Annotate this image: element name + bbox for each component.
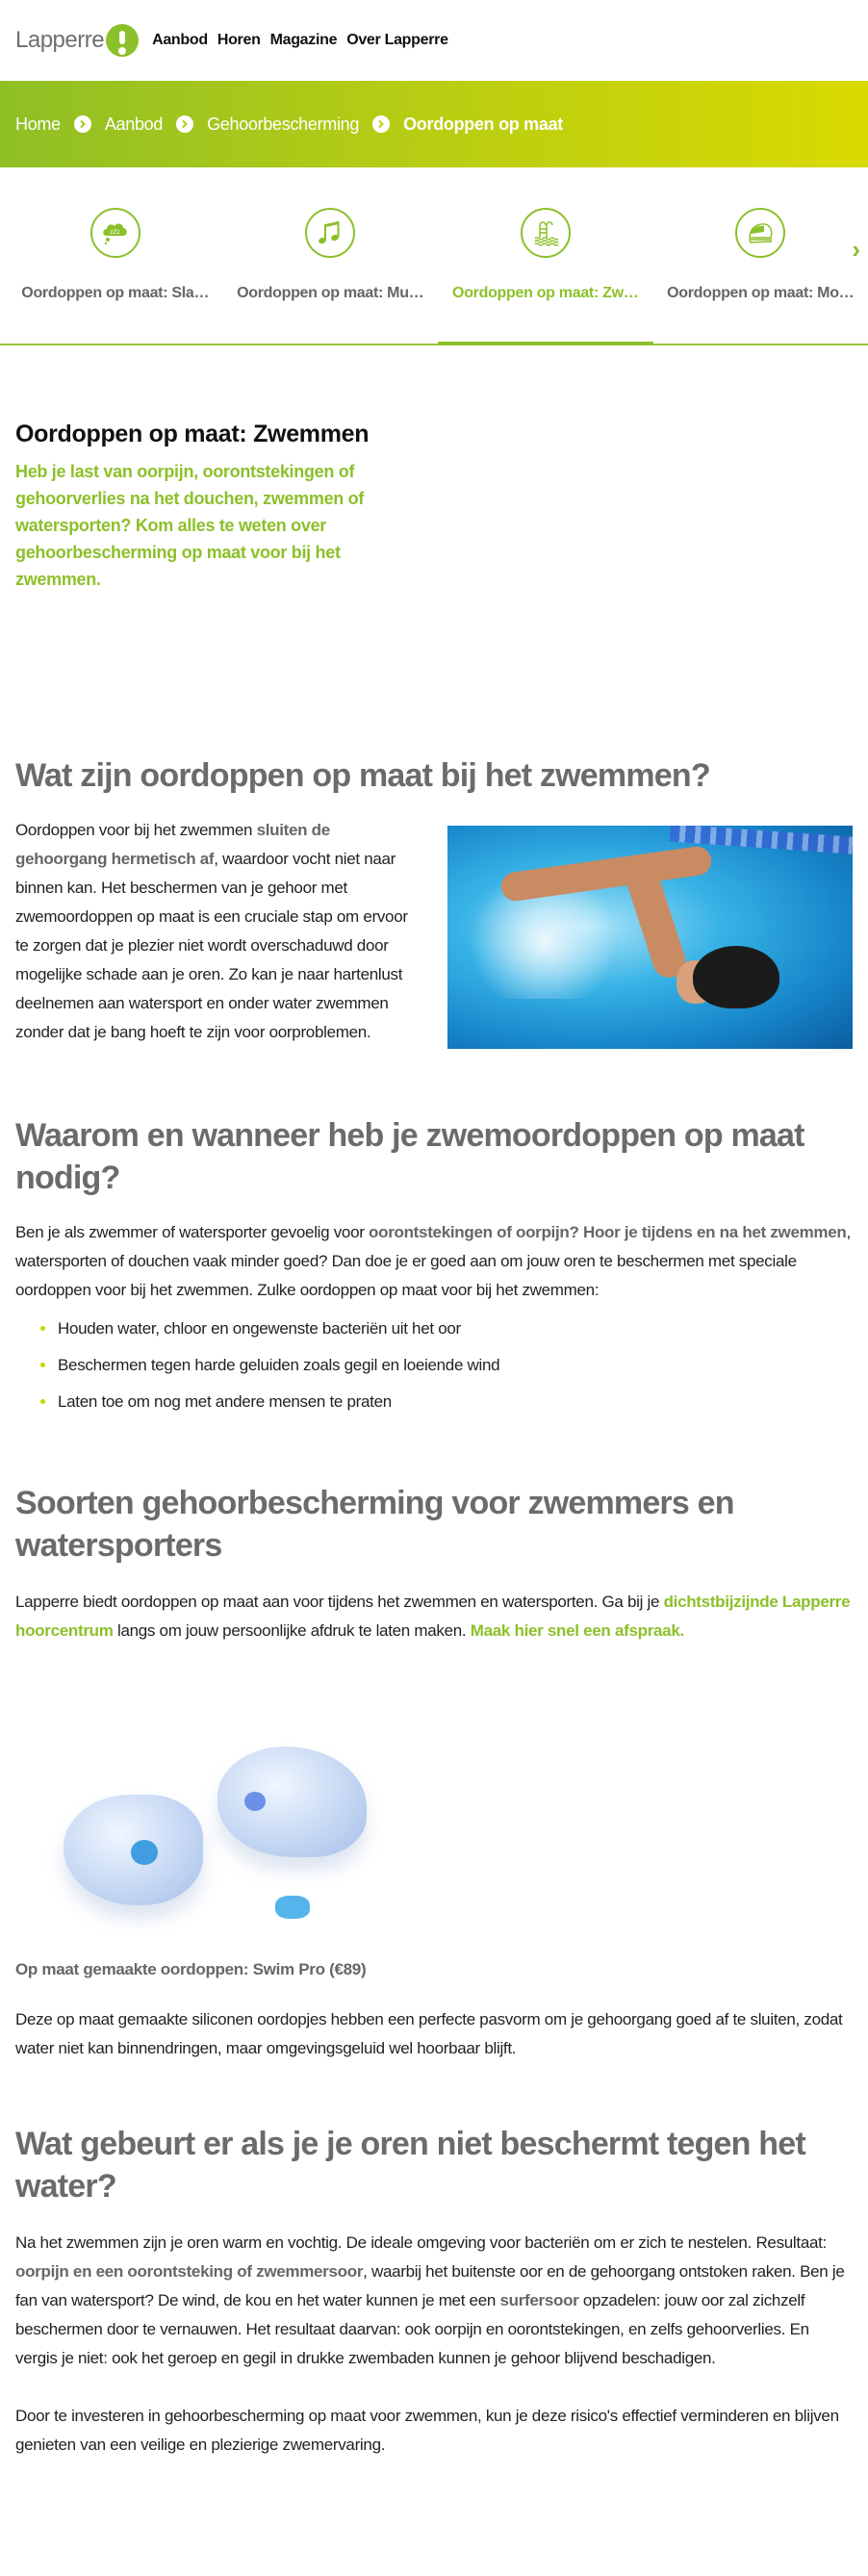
- tab-motorrijden[interactable]: [653, 167, 868, 344]
- product-swim-pro: [15, 1955, 853, 2063]
- site-header: [0, 0, 868, 81]
- tab-label: Oordoppen op maat: Mo…: [667, 285, 855, 301]
- section-heading: Wat gebeurt er als je je oren niet beschermt tegen het water?: [15, 2126, 805, 2205]
- list-item: Beschermen tegen harde geluiden zoals gegil en loeiende wind: [42, 1351, 853, 1380]
- carousel-next-icon[interactable]: ›: [852, 235, 860, 264]
- section-heading: Soorten gehoorbescherming voor zwemmers en watersporters: [15, 1485, 734, 1564]
- section-paragraph: Oordoppen voor bij het zwemmen sluiten de gehoorgang hermetisch af, waardoor vocht niet naar binnen kan. Het beschermen van je gehoor met zwemoordoppen op maat is een cruciale stap om ervoor te zorgen dat je plezier niet wordt overschaduwd door mogelijke schade aan je oren. Zo kan je naar hartenlust deelnemen aan watersport en onder water zwemmen zonder dat je bang hoeft te zijn voor oorproblemen.: [15, 821, 408, 1041]
- tab-zwemmen[interactable]: [438, 167, 653, 344]
- section-types: [15, 1482, 853, 2063]
- logo[interactable]: [15, 24, 139, 57]
- make-appointment-link[interactable]: Maak hier snel een afspraak.: [470, 1621, 684, 1640]
- breadcrumb-aanbod[interactable]: Aanbod: [104, 114, 164, 134]
- logo-exclamation-icon: [106, 24, 139, 57]
- main-nav: [152, 32, 448, 49]
- sleep-cloud-icon: [90, 208, 140, 258]
- section-heading: Wat zijn oordoppen op maat bij het zwemmen?: [15, 757, 710, 794]
- main-content: [0, 421, 868, 2565]
- benefits-list: [15, 1314, 853, 1416]
- section-consequences: [15, 2123, 853, 2460]
- section-paragraph: Lapperre biedt oordoppen op maat aan voor tijdens het zwemmen en watersporten. Ga bij je dichtstbijzijnde Lapperre hoorcentrum langs om jouw persoonlijke afdruk te laten maken. Maak hier snel een afspraak.: [15, 1593, 851, 1640]
- svg-text:zZz: zZz: [109, 229, 120, 236]
- tab-slapen[interactable]: [8, 167, 223, 344]
- section-paragraph: Ben je als zwemmer of watersporter gevoelig voor oorontstekingen of oorpijn? Hoor je tijdens en na het zwemmen, watersporten of douchen vaak minder goed? Dan doe je er goed aan om jouw oren te beschermen met speciale oordoppen voor bij het zwemmen. Zulke oordoppen op maat voor bij het zwemmen:: [15, 1223, 851, 1299]
- breadcrumb-current: Oordoppen op maat: [403, 114, 563, 134]
- section-heading: Waarom en wanneer heb je zwemoordoppen op maat nodig?: [15, 1117, 804, 1196]
- section-what-are: [15, 754, 853, 1049]
- nav-magazine[interactable]: Magazine: [269, 32, 338, 48]
- breadcrumb-gehoorbescherming[interactable]: Gehoorbescherming: [207, 114, 360, 134]
- section-why-when: [15, 1114, 853, 1416]
- list-item: Houden water, chloor en ongewenste bacteriën uit het oor: [42, 1314, 853, 1343]
- motorcycle-helmet-icon: [735, 208, 785, 258]
- nav-over-lapperre[interactable]: Over Lapperre: [346, 32, 448, 48]
- nav-aanbod[interactable]: Aanbod: [152, 32, 208, 48]
- pool-ladder-icon: [521, 208, 571, 258]
- logo-text: Lapperre: [15, 27, 105, 53]
- chevron-right-circle-icon: [74, 115, 91, 133]
- breadcrumb-home[interactable]: Home: [15, 114, 61, 134]
- tab-label: Oordoppen op maat: Mu…: [237, 285, 424, 301]
- section-paragraph: Na het zwemmen zijn je oren warm en vochtig. De ideale omgeving voor bacteriën om er zich te nestelen. Resultaat: oorpijn en een oorontsteking of zwemmersoor, waarbij het buitenste oor en de gehoorgang ontstoken raken. Ben je fan van watersport? De wind, de kou en het water kunnen je met een surfersoor opzadelen: jouw oor zal zichzelf beschermen door te vernauwen. Het resultaat daarvan: ook oorpijn en oorontstekingen, en zelfs gehoorverlies. En vergis je niet: ook het geroep en gegil in drukke zwembaden kunnen je gehoor blijvend beschadigen.: [15, 2233, 845, 2367]
- tab-label: Oordoppen op maat: Sla…: [21, 285, 210, 301]
- intro-lead: Heb je last van oorpijn, oorontstekingen of gehoorverlies na het douchen, zwemmen of watersporten? Kom alles te weten over gehoorbescherming op maat voor bij het zwemmen.: [15, 462, 365, 589]
- tab-muziek[interactable]: [223, 167, 439, 344]
- earplug-image: [15, 1703, 381, 1934]
- chevron-right-circle-icon: [176, 115, 193, 133]
- chevron-right-circle-icon: [372, 115, 390, 133]
- product-description: Deze op maat gemaakte siliconen oordopjes hebben een perfecte pasvorm om je gehoorgang goed af te sluiten, zodat water niet kan binnendringen, maar omgevingsgeluid wel hoorbaar blijft.: [15, 2010, 843, 2057]
- breadcrumb: [0, 81, 868, 167]
- tab-label: Oordoppen op maat: Zw…: [452, 285, 639, 301]
- product-title: Op maat gemaakte oordoppen: Swim Pro (€89): [15, 1960, 367, 1978]
- section-paragraph: Door te investeren in gehoorbescherming op maat voor zwemmen, kun je deze risico's effectief verminderen en blijven genieten van een veilige en plezierige zwemervaring.: [15, 2407, 839, 2454]
- category-carousel: [0, 167, 868, 345]
- music-note-icon: [305, 208, 355, 258]
- list-item: Laten toe om nog met andere mensen te praten: [42, 1388, 853, 1416]
- nav-horen[interactable]: Horen: [217, 32, 261, 48]
- nearest-center-link[interactable]: dichtstbijzijnde Lapperre hoorcentrum: [15, 1593, 851, 1640]
- swimmer-image: [447, 826, 853, 1049]
- page-title: Oordoppen op maat: Zwemmen: [15, 421, 370, 447]
